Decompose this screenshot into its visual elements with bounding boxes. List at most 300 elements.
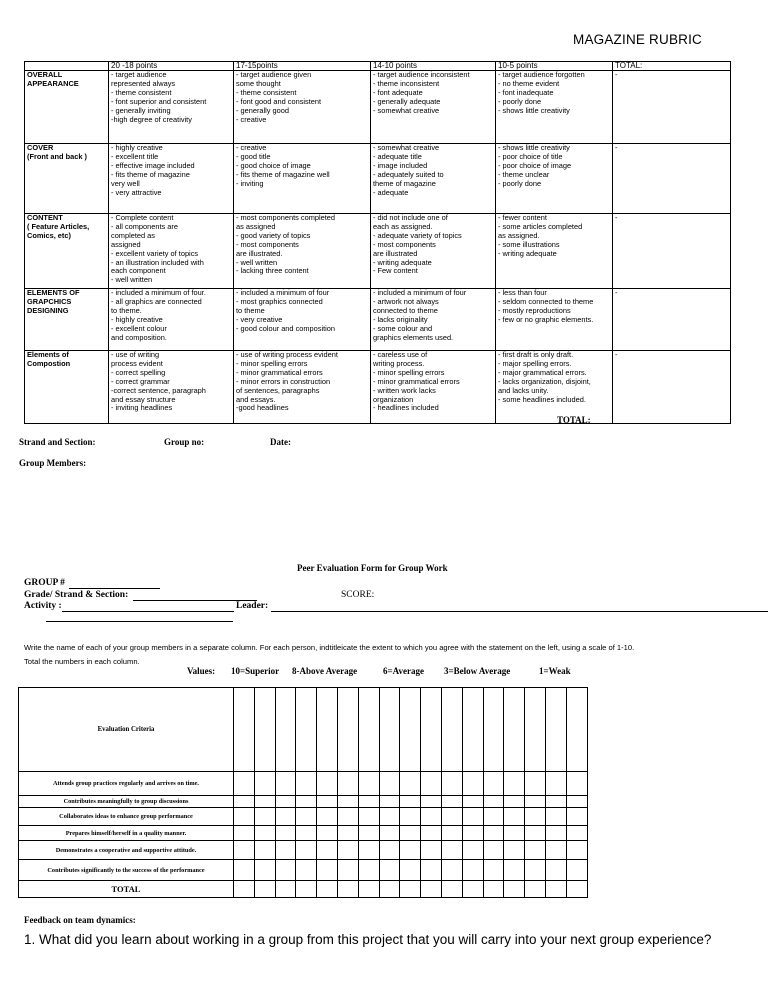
rubric-cell-line: - generally good — [236, 106, 290, 115]
rubric-row-total[interactable]: - — [613, 351, 731, 424]
rubric-cell-line: are illustrated. — [236, 249, 283, 258]
member-score-cell[interactable] — [545, 826, 566, 841]
member-score-cell[interactable] — [379, 841, 400, 860]
rubric-cell-line: and composition. — [111, 333, 167, 342]
rubric-criterion — [25, 71, 109, 144]
rubric-cell — [496, 214, 613, 289]
member-score-cell[interactable] — [462, 841, 483, 860]
member-score-cell[interactable] — [317, 860, 338, 881]
member-score-cell[interactable] — [234, 796, 255, 808]
member-score-cell[interactable] — [337, 881, 358, 898]
rubric-row — [25, 351, 731, 424]
rubric-criterion-line: DESIGNING — [27, 306, 69, 315]
member-score-cell[interactable] — [462, 808, 483, 826]
value-superior: 10=Superior — [231, 666, 280, 676]
rubric-cell — [496, 289, 613, 351]
rubric-header-row — [25, 62, 731, 71]
member-score-cell[interactable] — [379, 860, 400, 881]
rubric-criterion-line: OVERALL — [27, 71, 63, 79]
score-label: SCORE: — [341, 590, 375, 600]
rubric-cell-line: - image included — [373, 161, 428, 170]
member-score-cell[interactable] — [525, 841, 546, 860]
rubric-cell-line: writing process. — [373, 359, 425, 368]
rubric-cell-line: - somewhat creative — [373, 106, 440, 115]
member-score-cell[interactable] — [275, 688, 296, 772]
member-score-cell[interactable] — [504, 881, 525, 898]
member-score-cell[interactable] — [545, 860, 566, 881]
rubric-cell-line: - theme consistent — [111, 88, 172, 97]
member-score-cell[interactable] — [504, 841, 525, 860]
activity-line[interactable] — [62, 611, 234, 612]
rubric-cell-line: graphics elements used. — [373, 333, 454, 342]
rubric-cell-line: - some illustrations — [498, 240, 560, 249]
rubric-cell-line: each as assigned. — [373, 222, 433, 231]
rubric-cell — [109, 71, 234, 144]
member-score-cell[interactable] — [337, 860, 358, 881]
values-label: Values: — [187, 666, 216, 676]
rubric-cell-line: - use of writing — [111, 351, 160, 359]
rubric-header-blank — [25, 62, 109, 71]
rubric-cell — [371, 351, 496, 424]
value-above-average: 8-Above Average — [292, 666, 358, 676]
rubric-cell-line: - very creative — [236, 315, 283, 324]
member-score-cell[interactable] — [337, 841, 358, 860]
rubric-cell-line: - written work lacks — [373, 386, 436, 395]
member-score-cell[interactable] — [545, 808, 566, 826]
member-score-cell[interactable] — [296, 796, 317, 808]
date-label: Date: — [270, 437, 291, 447]
rubric-cell — [371, 289, 496, 351]
member-score-cell[interactable] — [462, 860, 483, 881]
rubric-cell-line: - well written — [236, 258, 278, 267]
value-weak: 1=Weak — [539, 666, 571, 676]
rubric-cell-line: - fewer content — [498, 214, 547, 222]
member-score-cell[interactable] — [275, 826, 296, 841]
evaluation-criterion: Contributes meaningfully to group discussions — [19, 796, 234, 808]
rubric-cell-line: - good title — [236, 152, 271, 161]
value-average: 6=Average — [383, 666, 424, 676]
member-score-cell[interactable] — [358, 826, 379, 841]
rubric-cell — [496, 144, 613, 214]
grade-strand-section-label: Grade/ Strand & Section: — [24, 590, 129, 600]
member-score-cell[interactable] — [296, 688, 317, 772]
member-score-cell[interactable] — [421, 796, 442, 808]
evaluation-criterion: Demonstrates a cooperative and supportive attitude. — [19, 841, 234, 860]
member-score-cell[interactable] — [317, 826, 338, 841]
member-score-cell[interactable] — [441, 826, 462, 841]
member-score-cell[interactable] — [421, 688, 442, 772]
member-score-cell[interactable] — [296, 860, 317, 881]
rubric-cell-line: - somewhat creative — [373, 144, 440, 152]
rubric-cell-line: - minor grammatical errors — [373, 377, 460, 386]
peer-header-row — [19, 688, 588, 772]
member-score-cell[interactable] — [379, 796, 400, 808]
rubric-cell-line: represented always — [111, 79, 176, 88]
rubric-cell-line: - good choice of image — [236, 161, 311, 170]
rubric-cell-line: - well written — [111, 276, 153, 285]
rubric-cell-line: - minor grammatical errors — [236, 368, 323, 377]
member-score-cell[interactable] — [525, 796, 546, 808]
member-score-cell[interactable] — [504, 772, 525, 796]
member-score-cell[interactable] — [275, 808, 296, 826]
rubric-cell — [371, 144, 496, 214]
member-score-cell[interactable] — [566, 796, 587, 808]
member-score-cell[interactable] — [566, 808, 587, 826]
strand-section-label: Strand and Section: — [19, 437, 96, 447]
feedback-label: Feedback on team dynamics: — [24, 915, 136, 925]
member-score-cell[interactable] — [400, 688, 421, 772]
group-no-label: Group no: — [164, 437, 205, 447]
rubric-cell-line: - very attractive — [111, 188, 162, 197]
member-score-cell[interactable] — [421, 826, 442, 841]
rubric-cell-line: theme of magazine — [373, 179, 436, 188]
leader-label: Leader: — [236, 601, 269, 611]
member-score-cell[interactable] — [400, 808, 421, 826]
rubric-cell — [496, 351, 613, 424]
member-score-cell[interactable] — [566, 881, 587, 898]
rubric-cell-line: - headlines included — [373, 404, 439, 413]
peer-criteria-row — [19, 860, 588, 881]
member-score-cell[interactable] — [421, 808, 442, 826]
rubric-cell-line: - lacking three content — [236, 267, 309, 276]
member-score-cell[interactable] — [296, 841, 317, 860]
rubric-cell — [109, 214, 234, 289]
magazine-rubric-table — [24, 61, 731, 424]
member-score-cell[interactable] — [504, 808, 525, 826]
member-score-cell[interactable] — [379, 772, 400, 796]
feedback-question: 1. What did you learn about working in a group from this project that you will carry into your next group experience? — [24, 932, 712, 947]
member-score-cell[interactable] — [275, 796, 296, 808]
rubric-cell-line: - minor spelling errors — [236, 359, 308, 368]
rubric-cell-line: - shows little creativity — [498, 106, 570, 115]
member-score-cell[interactable] — [358, 772, 379, 796]
rubric-criterion-line: ELEMENTS OF — [27, 289, 80, 297]
member-score-cell[interactable] — [462, 772, 483, 796]
evaluation-criterion: Collaborates ideas to enhance group performance — [19, 808, 234, 826]
member-score-cell[interactable] — [254, 860, 275, 881]
rubric-cell-line: - most components — [236, 240, 299, 249]
rubric-cell-line: - included a minimum of four. — [111, 289, 206, 297]
member-score-cell[interactable] — [421, 841, 442, 860]
member-score-cell[interactable] — [254, 808, 275, 826]
member-score-cell[interactable] — [566, 860, 587, 881]
rubric-cell — [234, 144, 371, 214]
evaluation-criterion: Prepares himself/herself in a quality manner. — [19, 826, 234, 841]
member-score-cell[interactable] — [296, 881, 317, 898]
member-score-cell[interactable] — [483, 688, 504, 772]
member-score-cell[interactable] — [379, 688, 400, 772]
rubric-cell-line: - seldom connected to theme — [498, 297, 594, 306]
member-score-cell[interactable] — [566, 772, 587, 796]
member-score-cell[interactable] — [441, 688, 462, 772]
member-score-cell[interactable] — [296, 826, 317, 841]
rubric-cell-line: - included a minimum of four — [373, 289, 467, 297]
rubric-cell-line: - all graphics are connected — [111, 297, 202, 306]
member-score-cell[interactable] — [234, 826, 255, 841]
rubric-cell-line: and lacks unity. — [498, 386, 549, 395]
rubric-cell-line: - poor choice of image — [498, 161, 572, 170]
rubric-cell-line: connected to theme — [373, 306, 438, 315]
member-score-cell[interactable] — [525, 881, 546, 898]
rubric-cell-line: - use of writing process evident — [236, 351, 338, 359]
rubric-cell — [109, 144, 234, 214]
rubric-cell-line: assigned — [111, 240, 141, 249]
member-score-cell[interactable] — [421, 772, 442, 796]
rubric-cell-line: - generally adequate — [373, 97, 441, 106]
peer-total-row — [19, 881, 588, 898]
rubric-cell-line: - mostly reproductions — [498, 306, 571, 315]
rubric-cell-line: - most components — [373, 240, 436, 249]
rubric-criterion-line: COVER — [27, 144, 54, 152]
member-score-cell[interactable] — [525, 772, 546, 796]
rubric-header-10-5: 10-5 points — [496, 62, 613, 71]
member-score-cell[interactable] — [400, 860, 421, 881]
rubric-cell-line: - Complete content — [111, 214, 174, 222]
rubric-criterion-line: GRAPCHICS — [27, 297, 72, 306]
member-score-cell[interactable] — [483, 796, 504, 808]
rubric-criterion-line: CONTENT — [27, 214, 63, 222]
page-title: MAGAZINE RUBRIC — [573, 32, 703, 47]
evaluation-criteria-header: Evaluation Criteria — [19, 688, 234, 772]
rubric-cell-line: - few or no graphic elements. — [498, 315, 594, 324]
member-score-cell[interactable] — [254, 688, 275, 772]
member-score-cell[interactable] — [462, 796, 483, 808]
member-score-cell[interactable] — [337, 796, 358, 808]
rubric-cell — [234, 351, 371, 424]
member-score-cell[interactable] — [337, 808, 358, 826]
rubric-cell-line: - lacks originality — [373, 315, 428, 324]
member-score-cell[interactable] — [296, 772, 317, 796]
member-score-cell[interactable] — [525, 860, 546, 881]
member-score-cell[interactable] — [525, 688, 546, 772]
member-score-cell[interactable] — [421, 860, 442, 881]
evaluation-criterion: Attends group practices regularly and arrives on time. — [19, 772, 234, 796]
member-score-cell[interactable] — [358, 841, 379, 860]
member-score-cell[interactable] — [337, 826, 358, 841]
member-score-cell[interactable] — [234, 881, 255, 898]
member-score-cell[interactable] — [504, 796, 525, 808]
rubric-cell-line: - shows little creativity — [498, 144, 570, 152]
member-score-cell[interactable] — [317, 688, 338, 772]
rubric-cell-line: - creative — [236, 115, 267, 124]
rubric-row-total[interactable]: - — [613, 289, 731, 351]
rubric-cell — [371, 71, 496, 144]
rubric-cell-line: - major grammatical errors. — [498, 368, 587, 377]
activity-label: Activity : — [24, 601, 62, 611]
member-score-cell[interactable] — [254, 796, 275, 808]
member-score-cell[interactable] — [483, 808, 504, 826]
rubric-criterion — [25, 214, 109, 289]
member-score-cell[interactable] — [358, 881, 379, 898]
member-score-cell[interactable] — [358, 688, 379, 772]
member-score-cell[interactable] — [545, 796, 566, 808]
member-score-cell[interactable] — [234, 688, 255, 772]
rubric-cell-line: - effective image included — [111, 161, 195, 170]
activity-second-line[interactable] — [46, 621, 233, 622]
member-score-cell[interactable] — [545, 841, 566, 860]
rubric-cell-line: - theme inconsistent — [373, 79, 440, 88]
rubric-header-17-15: 17-15points — [234, 62, 371, 71]
rubric-cell-line: to theme. — [111, 306, 142, 315]
rubric-cell — [496, 71, 613, 144]
peer-evaluation-table — [18, 687, 588, 898]
rubric-cell-line: and essays. — [236, 395, 276, 404]
rubric-cell — [234, 71, 371, 144]
member-score-cell[interactable] — [400, 841, 421, 860]
rubric-cell-line: as assigned. — [498, 231, 540, 240]
member-score-cell[interactable] — [379, 808, 400, 826]
rubric-header-14-10: 14-10 points — [371, 62, 496, 71]
member-score-cell[interactable] — [504, 688, 525, 772]
rubric-cell — [109, 289, 234, 351]
rubric-cell-line: - an illustration included with — [111, 258, 204, 267]
peer-criteria-row — [19, 826, 588, 841]
member-score-cell[interactable] — [545, 772, 566, 796]
value-below-average: 3=Below Average — [444, 666, 511, 676]
member-score-cell[interactable] — [317, 808, 338, 826]
rubric-cell-line: - theme unclear — [498, 170, 550, 179]
member-score-cell[interactable] — [275, 772, 296, 796]
rubric-cell-line: - poor choice of title — [498, 152, 563, 161]
member-score-cell[interactable] — [441, 881, 462, 898]
member-score-cell[interactable] — [379, 881, 400, 898]
member-score-cell[interactable] — [421, 881, 442, 898]
rubric-cell-line: - poorly done — [498, 179, 542, 188]
rubric-row-total[interactable]: - — [613, 144, 731, 214]
peer-form-title: Peer Evaluation Form for Group Work — [297, 563, 448, 573]
rubric-cell-line: - theme consistent — [236, 88, 297, 97]
rubric-cell-line: - less than four — [498, 289, 547, 297]
rubric-cell-line: - major spelling errors. — [498, 359, 572, 368]
rubric-cell-line: - adequate title — [373, 152, 422, 161]
member-score-cell[interactable] — [400, 772, 421, 796]
rubric-cell-line: - correct spelling — [111, 368, 166, 377]
rubric-cell-line: - excellent colour — [111, 324, 167, 333]
member-score-cell[interactable] — [358, 860, 379, 881]
member-score-cell[interactable] — [441, 860, 462, 881]
rubric-cell-line: - font superior and consistent — [111, 97, 207, 106]
rubric-header-total: TOTAL: — [613, 62, 731, 71]
rubric-cell-line: - font good and consistent — [236, 97, 322, 106]
member-score-cell[interactable] — [234, 860, 255, 881]
member-score-cell[interactable] — [462, 688, 483, 772]
rubric-cell-line: very well — [111, 179, 140, 188]
rubric-cell-line: some thought — [236, 79, 281, 88]
member-score-cell[interactable] — [254, 881, 275, 898]
rubric-cell-line: - excellent variety of topics — [111, 249, 199, 258]
rubric-cell-line: - careless use of — [373, 351, 428, 359]
member-score-cell[interactable] — [275, 860, 296, 881]
rubric-cell-line: - most components completed — [236, 214, 335, 222]
member-score-cell[interactable] — [275, 841, 296, 860]
member-score-cell[interactable] — [379, 826, 400, 841]
peer-total-label: TOTAL — [19, 881, 234, 898]
member-score-cell[interactable] — [525, 808, 546, 826]
member-score-cell[interactable] — [545, 688, 566, 772]
member-score-cell[interactable] — [234, 841, 255, 860]
member-score-cell[interactable] — [462, 826, 483, 841]
member-score-cell[interactable] — [441, 772, 462, 796]
rubric-cell-line: - lacks organization, disjoint, — [498, 377, 591, 386]
member-score-cell[interactable] — [462, 881, 483, 898]
member-score-cell[interactable] — [400, 826, 421, 841]
member-score-cell[interactable] — [358, 808, 379, 826]
member-score-cell[interactable] — [566, 841, 587, 860]
rubric-cell-line: - writing adequate — [498, 249, 557, 258]
member-score-cell[interactable] — [525, 826, 546, 841]
rubric-criterion — [25, 144, 109, 214]
rubric-cell-line: - Few content — [373, 267, 418, 276]
rubric-cell-line: - adequately suited to — [373, 170, 444, 179]
member-score-cell[interactable] — [566, 688, 587, 772]
peer-criteria-row — [19, 796, 588, 808]
member-score-cell[interactable] — [504, 826, 525, 841]
member-score-cell[interactable] — [296, 808, 317, 826]
rubric-total-label: TOTAL: — [557, 415, 591, 425]
rubric-row-total[interactable]: - — [613, 71, 731, 144]
rubric-cell-line: - writing adequate — [373, 258, 432, 267]
member-score-cell[interactable] — [358, 796, 379, 808]
member-score-cell[interactable] — [254, 841, 275, 860]
member-score-cell[interactable] — [441, 808, 462, 826]
group-members-label: Group Members: — [19, 458, 87, 468]
rubric-cell-line: to theme — [236, 306, 265, 315]
rubric-cell-line: and essay structure — [111, 395, 176, 404]
rubric-cell-line: - fits theme of magazine well — [236, 170, 330, 179]
rubric-cell-line: are illustrated — [373, 249, 418, 258]
member-score-cell[interactable] — [254, 772, 275, 796]
member-score-cell[interactable] — [275, 881, 296, 898]
rubric-cell-line: - some headlines included. — [498, 395, 586, 404]
member-score-cell[interactable] — [483, 881, 504, 898]
group-number-line[interactable] — [69, 588, 160, 589]
member-score-cell[interactable] — [441, 796, 462, 808]
member-score-cell[interactable] — [483, 860, 504, 881]
member-score-cell[interactable] — [441, 841, 462, 860]
member-score-cell[interactable] — [317, 881, 338, 898]
member-score-cell[interactable] — [234, 772, 255, 796]
member-score-cell[interactable] — [317, 796, 338, 808]
rubric-cell-line: - excellent title — [111, 152, 159, 161]
rubric-cell-line: - artwork not always — [373, 297, 439, 306]
leader-line[interactable] — [271, 611, 768, 612]
member-score-cell[interactable] — [504, 860, 525, 881]
member-score-cell[interactable] — [234, 808, 255, 826]
member-score-cell[interactable] — [400, 796, 421, 808]
rubric-cell-line: - some colour and — [373, 324, 433, 333]
rubric-row-total[interactable]: - — [613, 214, 731, 289]
rubric-cell-line: - creative — [236, 144, 267, 152]
member-score-cell[interactable] — [483, 826, 504, 841]
rubric-cell-line: - target audience — [111, 71, 167, 79]
member-score-cell[interactable] — [545, 881, 566, 898]
member-score-cell[interactable] — [400, 881, 421, 898]
member-score-cell[interactable] — [337, 688, 358, 772]
member-score-cell[interactable] — [317, 841, 338, 860]
member-score-cell[interactable] — [483, 772, 504, 796]
member-score-cell[interactable] — [317, 772, 338, 796]
rubric-cell-line: of sentences, paragraphs — [236, 386, 320, 395]
member-score-cell[interactable] — [566, 826, 587, 841]
rubric-cell-line: - good variety of topics — [236, 231, 311, 240]
rubric-cell-line: - target audience given — [236, 71, 312, 79]
rubric-criterion-line: ( Feature Articles, — [27, 222, 90, 231]
instruction-line-2: Total the numbers in each column. — [24, 657, 140, 666]
member-score-cell[interactable] — [337, 772, 358, 796]
rubric-cell-line: - did not include one of — [373, 214, 448, 222]
member-score-cell[interactable] — [254, 826, 275, 841]
member-score-cell[interactable] — [483, 841, 504, 860]
